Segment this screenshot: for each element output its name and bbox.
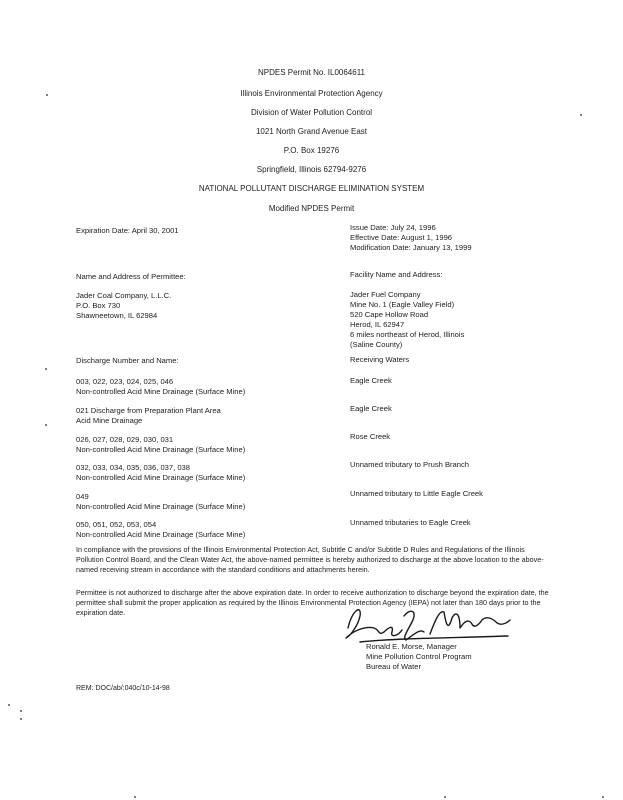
discharge-name: Non-controlled Acid Mine Drainage (Surface Mine)	[76, 530, 246, 539]
facility-line: Mine No. 1 (Eagle Valley Field)	[350, 300, 455, 309]
scan-speck	[602, 796, 604, 798]
discharge-name: Non-controlled Acid Mine Drainage (Surface Mine)	[76, 473, 246, 482]
issue-date: Issue Date: July 24, 1996	[350, 223, 436, 232]
signatory-name: Ronald E. Morse, Manager	[366, 642, 457, 651]
scan-speck	[20, 718, 22, 720]
discharge-name: Non-controlled Acid Mine Drainage (Surface Mine)	[76, 502, 246, 511]
facility-line: 520 Cape Hollow Road	[350, 310, 429, 319]
permit-number: NPDES Permit No. IL0064611	[257, 68, 365, 77]
facility-line: 6 miles northeast of Herod, Illinois	[350, 330, 465, 339]
permittee-line: Jader Coal Company, L.L.C.	[76, 291, 172, 300]
receiving-water: Rose Creek	[350, 432, 391, 441]
discharge-name: Non-controlled Acid Mine Drainage (Surface Mine)	[76, 387, 246, 396]
discharge-number: 003, 022, 023, 024, 025, 046	[76, 377, 174, 386]
compliance-paragraph: In compliance with the provisions of the Illinois Environmental Protection Act, Subtitle C and/or Subtitle D Rules and Regulations of the Illinois Pollution Control Board, and the Clean Water Act, the above-named permittee is hereby authorized to discharge at the above location to the above-named receiving stream in accordance with the standard conditions and attachments herein.	[76, 545, 544, 574]
permittee-label: Name and Address of Permittee:	[76, 272, 186, 281]
receiving-water: Unnamed tributary to Little Eagle Creek	[350, 489, 483, 498]
permittee-line: P.O. Box 730	[76, 301, 121, 310]
discharge-name: Acid Mine Drainage	[76, 416, 143, 425]
agency-name: Illinois Environmental Protection Agency	[240, 89, 383, 98]
discharge-number: 049	[76, 492, 89, 501]
receiving-water: Eagle Creek	[350, 404, 392, 413]
street-address: 1021 North Grand Avenue East	[255, 127, 368, 136]
discharge-number: 021 Discharge from Preparation Plant Area	[76, 406, 221, 415]
facility-line: Jader Fuel Company	[350, 290, 421, 299]
expiration-paragraph: Permittee is not authorized to discharge after the above expiration date. In order to receive authorization to discharge beyond the expiration date, the permittee shall submit the proper application as required by the Illinois Environmental Protection Agency (IEPA) not later than 180 days prior to the expiration date.	[76, 588, 549, 617]
system-title: NATIONAL POLLUTANT DISCHARGE ELIMINATION SYSTEM	[198, 184, 425, 193]
discharge-label: Discharge Number and Name:	[76, 356, 179, 365]
permit-type: Modified NPDES Permit	[268, 204, 355, 213]
city-state-zip: Springfield, Illinois 62794-9276	[256, 165, 367, 174]
scan-speck	[134, 796, 136, 798]
signatory-title: Mine Pollution Control Program	[366, 652, 472, 661]
division-name: Division of Water Pollution Control	[250, 108, 373, 117]
signatory-bureau: Bureau of Water	[366, 662, 422, 671]
document-reference: REM: DOC/ab/:040c/10-14-98	[76, 685, 170, 692]
facility-line: Herod, IL 62947	[350, 320, 405, 329]
permittee-line: Shawneetown, IL 62984	[76, 311, 158, 320]
discharge-number: 032, 033, 034, 035, 036, 037, 038	[76, 463, 191, 472]
scan-speck	[8, 704, 10, 706]
scan-speck	[46, 94, 48, 96]
expiration-date: Expiration Date: April 30, 2001	[76, 226, 179, 235]
receiving-water: Unnamed tributaries to Eagle Creek	[350, 518, 471, 527]
scan-speck	[45, 368, 47, 370]
receiving-water: Unnamed tributary to Prush Branch	[350, 460, 470, 469]
scan-speck	[444, 796, 446, 798]
scan-speck	[45, 424, 47, 426]
facility-label: Facility Name and Address:	[350, 270, 443, 279]
discharge-number: 026, 027, 028, 029, 030, 031	[76, 435, 174, 444]
scan-speck	[580, 114, 582, 116]
scan-speck	[20, 710, 22, 712]
receiving-water: Eagle Creek	[350, 376, 392, 385]
po-box: P.O. Box 19276	[283, 146, 340, 155]
discharge-number: 050, 051, 052, 053, 054	[76, 520, 157, 529]
effective-date: Effective Date: August 1, 1996	[350, 233, 453, 242]
discharge-name: Non-controlled Acid Mine Drainage (Surface Mine)	[76, 445, 246, 454]
signature-image	[340, 598, 515, 646]
modification-date: Modification Date: January 13, 1999	[350, 243, 472, 252]
receiving-waters-label: Receiving Waters	[350, 355, 410, 364]
facility-line: (Saline County)	[350, 340, 403, 349]
